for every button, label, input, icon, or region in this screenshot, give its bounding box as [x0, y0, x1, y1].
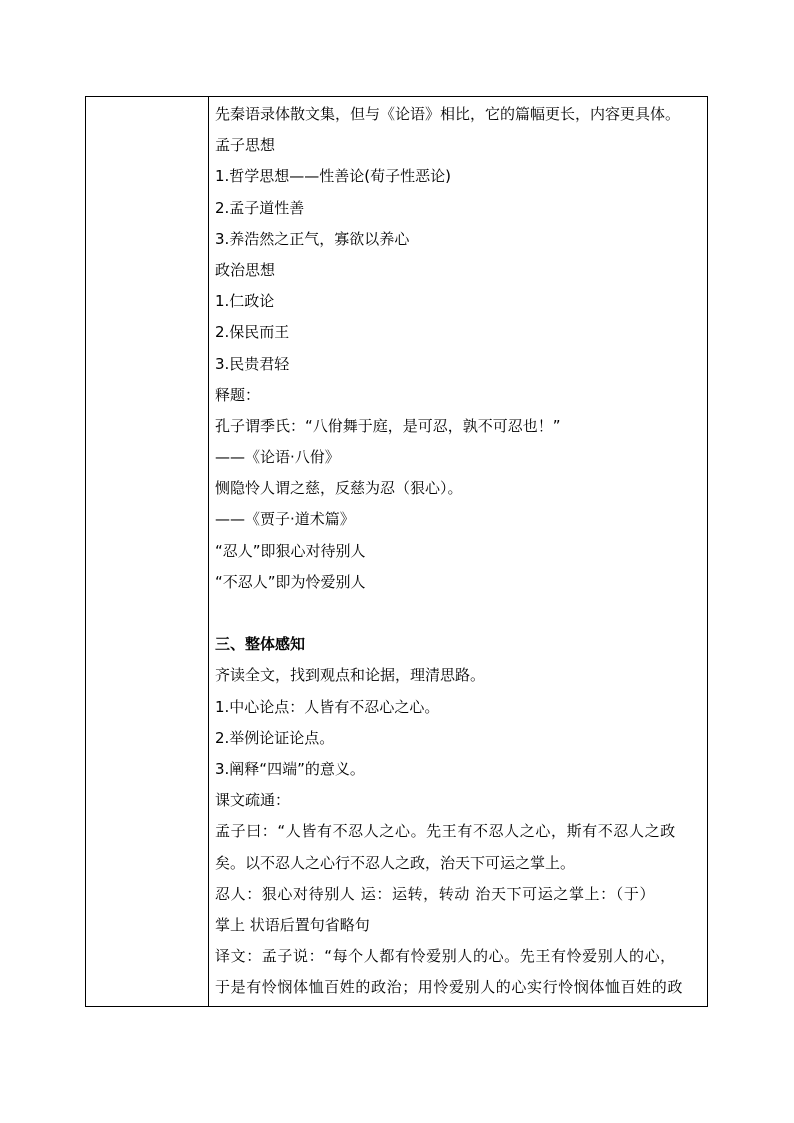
text-line: “不忍人”即为怜爱别人 — [215, 572, 366, 591]
text-line: 1.哲学思想——性善论(荀子性恶论) — [215, 167, 452, 186]
text-line: ——《贾子·道术篇》 — [215, 510, 355, 529]
text-line: 于是有怜悯体恤百姓的政治；用怜爱别人的心实行怜悯体恤百姓的政 — [215, 978, 684, 997]
text-line: 3.民贵君轻 — [215, 354, 290, 373]
text-line: 译文：孟子说：“每个人都有怜爱别人的心。先王有怜爱别人的心， — [215, 947, 676, 966]
table-content-cell — [215, 99, 705, 1003]
text-line: 2.孟子道性善 — [215, 198, 305, 217]
text-line: 3.养浩然之正气，寡欲以养心 — [215, 229, 410, 248]
text-line: 忍人：狠心对待别人 运：运转，转动 治天下可运之掌上：（于） — [215, 884, 656, 903]
text-line: “忍人”即狠心对待别人 — [215, 541, 366, 560]
text-line: 1.仁政论 — [215, 292, 275, 311]
text-line: 先秦语录体散文集，但与《论语》相比，它的篇幅更长，内容更具体。 — [215, 105, 681, 123]
text-line: 孟子思想 — [215, 136, 276, 155]
text-line: 矣。以不忍人之心行不忍人之政，治天下可运之掌上。 — [215, 853, 576, 872]
text-line: 孟子曰：“人皆有不忍人之心。先王有不忍人之心，斯有不忍人之政 — [215, 822, 676, 841]
text-line: 3.阐释“四端”的意义。 — [215, 759, 365, 778]
text-line: 释题： — [215, 385, 261, 404]
text-line: 孔子谓季氏：“八佾舞于庭，是可忍，孰不可忍也！” — [215, 416, 561, 435]
text-line: 1.中心论点：人皆有不忍心之心。 — [215, 697, 440, 716]
text-line: 2.举例论证论点。 — [215, 728, 335, 747]
section-heading: 三、整体感知 — [215, 635, 306, 654]
text-line: 齐读全文，找到观点和论据，理清思路。 — [215, 666, 486, 685]
text-line: 恻隐怜人谓之慈，反慈为忍（狠心）。 — [215, 479, 463, 498]
text-line: 政治思想 — [215, 260, 276, 279]
blank-line — [215, 598, 705, 629]
text-line: ——《论语·八佾》 — [215, 448, 340, 467]
lesson-table — [85, 96, 708, 1007]
text-line: 2.保民而王 — [215, 323, 290, 342]
text-line: 课文疏通： — [215, 791, 291, 810]
table-left-cell — [86, 97, 208, 1006]
column-divider — [208, 97, 209, 1006]
text-line: 掌上 状语后置句省略句 — [215, 915, 370, 934]
